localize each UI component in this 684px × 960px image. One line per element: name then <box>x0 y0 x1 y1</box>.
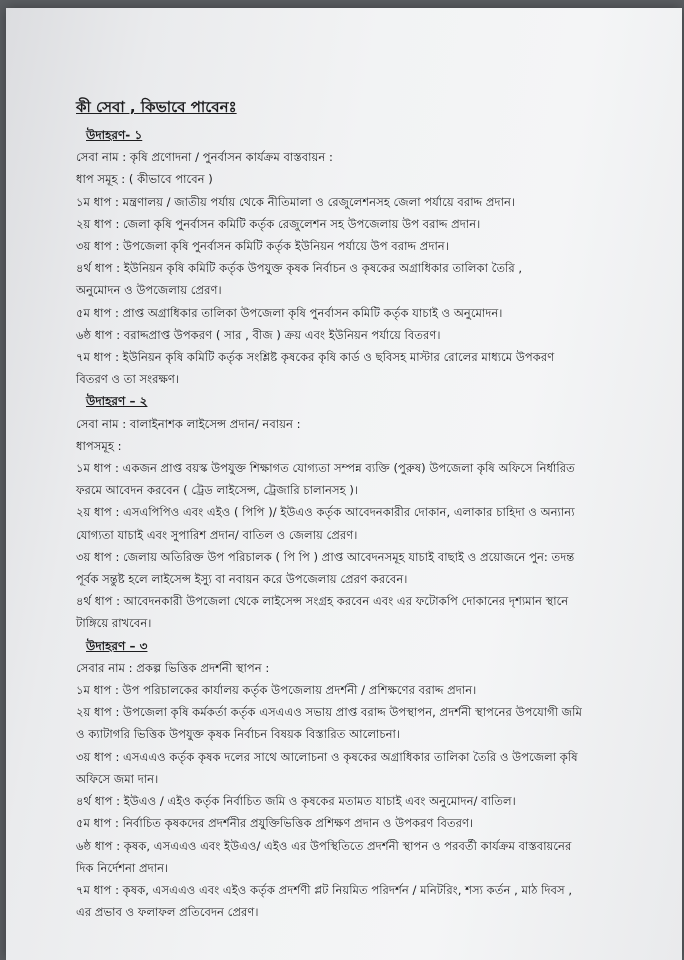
text-line: ২য় ধাপ : উপজেলা কৃষি কর্মকর্তা কর্তৃক এসএএও সভায় প্রাপ্ত বরাদ্দ উপস্থাপন, প্রদর্শনী স্থাপনের উপযোগী জমি <box>76 705 582 720</box>
document-body <box>76 94 636 923</box>
text-line: ৫ম ধাপ : প্রাপ্ত অগ্রাধিকার তালিকা উপজেলা কৃষি পুনর্বাসন কমিটি কর্তৃক যাচাই ও অনুমোদন। <box>76 305 503 320</box>
text-line: পূর্বক সন্তুষ্ট হলে লাইসেন্স ইস্যু বা নবায়ন করে উপজেলায় প্রেরণ করবেন। <box>76 572 408 587</box>
paper-sheet <box>6 8 682 960</box>
text-line: ৩য় ধাপ : উপজেলা কৃষি পুনর্বাসন কমিটি কর্তৃক ইউনিয়ন পর্যায়ে উপ বরাদ্দ প্রদান। <box>76 239 449 254</box>
examples-container <box>76 124 636 923</box>
text-line: এর প্রভাব ও ফলাফল প্রতিবেদন প্রেরণ। <box>76 905 259 920</box>
text-line: দিক নির্দেশনা প্রদান। <box>76 860 169 875</box>
text-line: অনুমোদন ও উপজেলায় প্রেরণ। <box>76 283 222 298</box>
page-title: কী সেবা , কিভাবে পাবেনঃ <box>76 98 237 116</box>
text-line: ৪র্থ ধাপ : ইউনিয়ন কৃষি কমিটি কর্তৃক উপযুক্ত কৃষক নির্বাচন ও কৃষকের অগ্রাধিকার তালিকা তৈরি , <box>76 261 523 276</box>
example-heading: উদাহরণ- ১ <box>86 128 143 142</box>
text-line: টাঙ্গিয়ে রাখবেন। <box>76 616 152 631</box>
text-line: সেবা নাম : বালাইনাশক লাইসেন্স প্রদান/ নবায়ন : <box>76 416 301 431</box>
text-line: সেবা নাম : কৃষি প্রণোদনা / পুনর্বাসন কার্যক্রম বাস্তবায়ন : <box>76 150 333 165</box>
text-line: ৪র্থ ধাপ : ইউএও / এইও কর্তৃক নির্বাচিত জমি ও কৃষকের মতামত যাচাই এবং অনুমোদন/ বাতিল। <box>76 794 516 809</box>
text-line: ধাপ সমূহ : ( কীভাবে পাবেন ) <box>76 172 213 187</box>
text-line: ২য় ধাপ : এসএপিপিও এবং এইও ( পিপি )/ ইউএও কর্তৃক আবেদনকারীর দোকান, এলাকার চাহিদা ও অন্যান্য <box>76 505 575 520</box>
text-line: সেবার নাম : প্রকল্প ভিত্তিক প্রদর্শনী স্থাপন : <box>76 660 270 675</box>
text-line: ১ম ধাপ : একজন প্রাপ্ত বয়স্ক উপযুক্ত শিক্ষাগত যোগ্যতা সম্পন্ন ব্যক্তি (পুরুষ) উপজেলা কৃষি অফিসে নির্ধারিত <box>76 461 575 476</box>
text-line: ও ক্যাটাগরি ভিত্তিক উপযুক্ত কৃষক নির্বাচন বিষয়ক বিস্তারিত আলোচনা। <box>76 727 401 742</box>
example-section <box>76 635 636 924</box>
text-line: ৩য় ধাপ : জেলায় অতিরিক্ত উপ পরিচালক ( পি পি ) প্রাপ্ত আবেদনসমূহ যাচাই বাছাই ও প্রয়োজনে পুন: তদন্ত <box>76 549 575 564</box>
text-line: ৭ম ধাপ : ইউনিয়ন কৃষি কমিটি কর্তৃক সংশ্লিষ্ট কৃষকের কৃষি কার্ড ও ছবিসহ মাস্টার রোলের মাধ্যমে উপকরণ <box>76 350 555 365</box>
example-section <box>76 124 636 390</box>
example-heading: উদাহরণ – ২ <box>86 394 148 409</box>
text-line: ৩য় ধাপ : এসএএও কর্তৃক কৃষক দলের সাথে আলোচনা ও কৃষকের অগ্রাধিকার তালিকা তৈরি ও উপজেলা কৃষি <box>76 749 578 764</box>
text-line: ১ম ধাপ : উপ পরিচালকের কার্যালয় কর্তৃক উপজেলায় প্রদর্শনী / প্রশিক্ষণের বরাদ্দ প্রদান। <box>76 683 477 698</box>
text-line: ২য় ধাপ : জেলা কৃষি পুনর্বাসন কমিটি কর্তৃক রেজুলেশন সহ উপজেলায় উপ বরাদ্দ প্রদান। <box>76 216 481 231</box>
text-line: ৬ষ্ঠ ধাপ : কৃষক, এসএএও এবং ইউএও/ এইও এর উপস্থিতিতে প্রদর্শনী স্থাপন ও পরবর্তী কার্যক্রম বাস্তবায়নের <box>76 838 572 853</box>
text-line: যোগ্যতা যাচাই এবং সুপারিশ প্রদান/ বাতিল ও জেলায় প্রেরণ। <box>76 527 358 542</box>
text-line: ১ম ধাপ : মন্ত্রণালয় / জাতীয় পর্যায় থেকে নীতিমালা ও রেজুলেশনসহ জেলা পর্যায়ে বরাদ্দ প্রদান। <box>76 194 516 209</box>
text-line: ৪র্থ ধাপ : আবেদনকারী উপজেলা থেকে লাইসেন্স সংগ্রহ করবেন এবং এর ফটোকপি দোকানের দৃশ্যমান স্থানে <box>76 594 569 609</box>
text-line: ধাপসমূহ : <box>76 438 122 453</box>
text-line: ৭ম ধাপ : কৃষক, এসএএও এবং এইও কর্তৃক প্রদর্শণী প্লট নিয়মিত পরিদর্শন / মনিটরিং, শস্য কর্তন , মাঠ দিবস , <box>76 882 573 897</box>
text-line: বিতরণ ও তা সংরক্ষণ। <box>76 372 180 387</box>
example-heading: উদাহরণ – ৩ <box>86 638 148 653</box>
text-line: ফরমে আবেদন করবেন ( ট্রেড লাইসেন্স, ট্রেজারি চালানসহ )। <box>76 483 359 498</box>
text-line: ৬ষ্ঠ ধাপ : বরাদ্দপ্রাপ্ত উপকরণ ( সার , বীজ ) ক্রয় এবং ইউনিয়ন পর্যায়ে বিতরণ। <box>76 327 441 342</box>
text-line: অফিসে জমা দান। <box>76 771 159 786</box>
example-section <box>76 390 636 634</box>
text-line: ৫ম ধাপ : নির্বাচিত কৃষকদের প্রদর্শনীর প্রযুক্তিভিত্তিক প্রশিক্ষণ প্রদান ও উপকরণ বিতরণ। <box>76 816 474 831</box>
